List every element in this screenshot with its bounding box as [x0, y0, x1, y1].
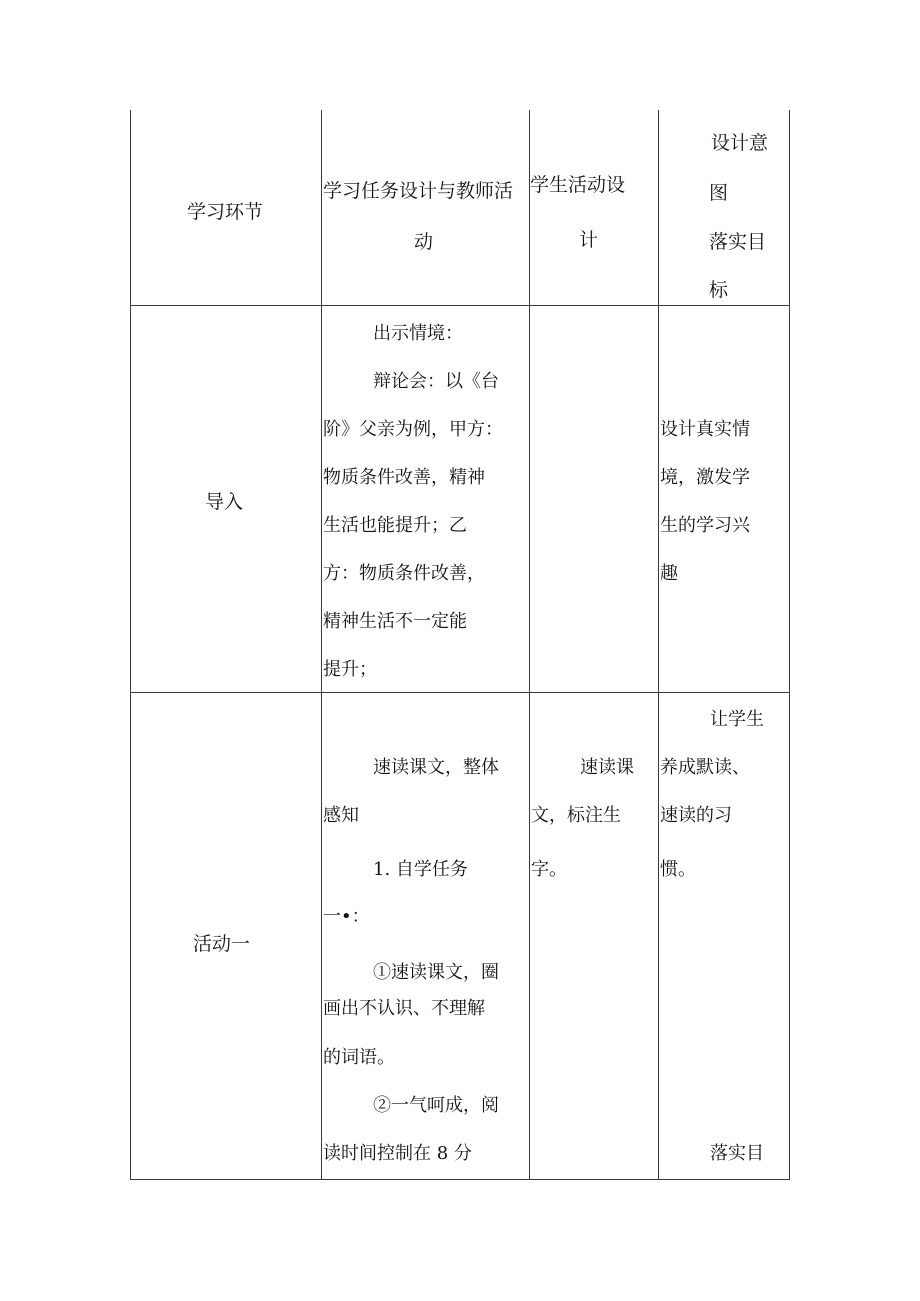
activity1-task-line-9: 读时间控制在 8 分: [323, 1143, 472, 1164]
activity1-intent-line-1: 让学生: [710, 709, 764, 730]
activity1-intent-line-2: 养成默读、: [660, 757, 750, 778]
header-design-intent-line1: 设计意: [711, 132, 769, 154]
activity1-intent-line-3: 速读的习: [660, 805, 732, 826]
intro-task-line-2: 辩论会：以《台: [373, 371, 499, 392]
activity1-student-line-3: 字。: [531, 859, 567, 880]
table-col-divider-3: [658, 110, 659, 1180]
table-col-divider-1: [321, 110, 322, 1180]
intro-intent-line-4: 趣: [660, 563, 678, 584]
activity1-task-line-1: 速读课文，整体: [373, 757, 499, 778]
table-row-divider-1: [130, 305, 790, 306]
intro-stage-label: 导入: [205, 491, 244, 513]
activity1-task-line-5: ①速读课文，圈: [373, 962, 499, 983]
table-bottom-edge: [130, 1179, 790, 1180]
intro-intent-line-3: 生的学习兴: [660, 515, 750, 536]
intro-task-line-7: 精神生活不一定能: [323, 611, 467, 632]
activity1-task-line-2: 感知: [323, 805, 359, 826]
intro-intent-line-2: 境，激发学: [660, 467, 750, 488]
intro-task-line-3: 阶》父亲为例，甲方：: [323, 419, 503, 440]
activity1-task-line-8: ②一气呵成，阅: [373, 1095, 499, 1116]
header-design-intent-line3: 落实目: [709, 231, 767, 253]
activity1-task-line-4: 一•：: [323, 906, 370, 927]
activity1-student-line-2: 文，标注生: [531, 805, 621, 826]
header-design-intent-line4: 标: [709, 279, 729, 301]
table-row-divider-2: [130, 692, 790, 693]
table-top-left-edge: [130, 110, 131, 1180]
header-design-intent-line2: 图: [709, 182, 729, 204]
intro-task-line-6: 方：物质条件改善，: [323, 563, 485, 584]
header-student-activity-line2: 计: [579, 229, 599, 251]
activity1-intent-line-4: 惯。: [660, 859, 696, 880]
activity1-stage-label: 活动一: [193, 933, 251, 955]
table-col-divider-2: [529, 110, 530, 1180]
intro-task-line-5: 生活也能提升；乙: [323, 515, 467, 536]
intro-task-line-8: 提升；: [323, 659, 377, 680]
header-task-design-line1: 学习任务设计与教师活: [323, 180, 514, 202]
activity1-task-line-7: 的词语。: [323, 1047, 395, 1068]
intro-intent-line-1: 设计真实情: [660, 419, 750, 440]
activity1-task-line-3: 1. 自学任务: [373, 859, 468, 880]
activity1-task-line-6: 画出不认识、不理解: [323, 998, 485, 1019]
activity1-student-line-1: 速读课: [580, 757, 634, 778]
header-task-design-line2: 动: [414, 231, 434, 253]
intro-task-line-1: 出示情境：: [373, 323, 463, 344]
header-student-activity-line1: 学生活动设: [530, 174, 626, 196]
header-learning-stage: 学习环节: [187, 201, 264, 223]
intro-task-line-4: 物质条件改善，精神: [323, 467, 485, 488]
table-right-edge: [789, 110, 790, 1180]
activity1-intent-line-5: 落实目: [710, 1143, 764, 1164]
